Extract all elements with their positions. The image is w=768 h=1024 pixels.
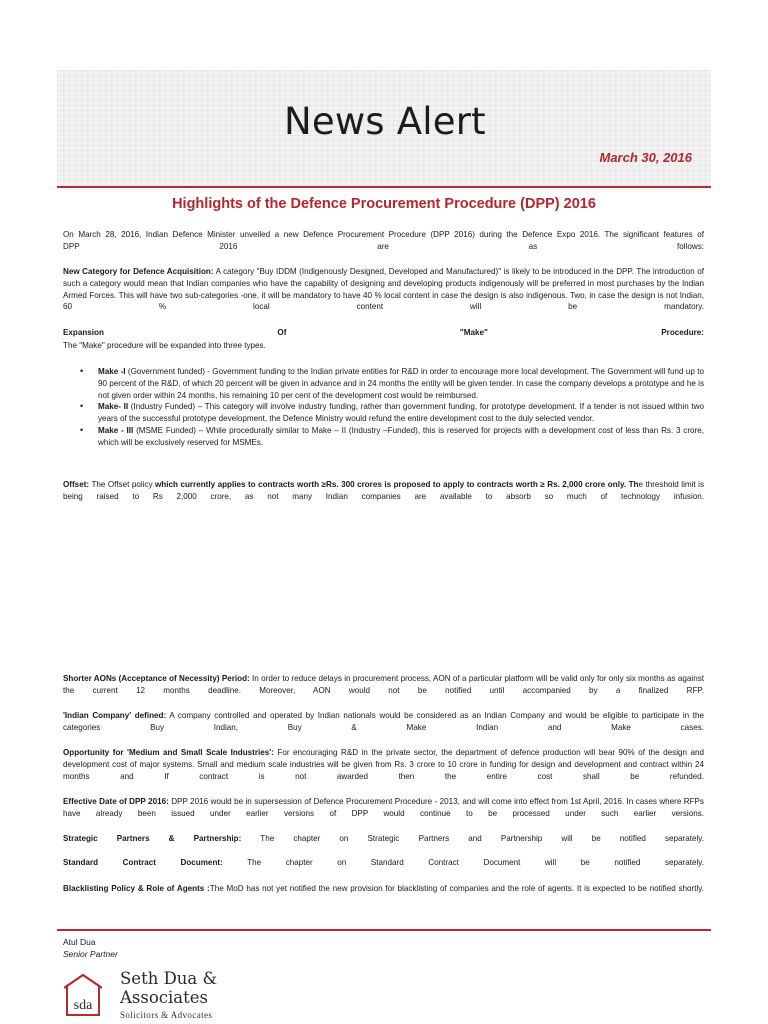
section-body: e threshold limit is being raised to Rs 2,000 crore, as not many Indian companies are available to absorb so much of technology infusion. xyxy=(63,480,704,501)
intro-word: as xyxy=(528,242,538,251)
section-body: The chapter on Standard Contract Document will be notified separately. xyxy=(222,858,704,867)
section-body: The chapter on Strategic Partners and Partnership will be notified separately. xyxy=(241,834,704,843)
list-item-text: (Industry Funded) – This category will involve industry funding, rather than government funding, for prototype development. If a tender is not issued within two years of the successful prototype development, the Defence Ministry would refund the entire development cost to the duly selected vendor. xyxy=(98,402,704,424)
firm-name-line: Associates xyxy=(120,988,209,1007)
section-effective-date xyxy=(63,796,704,820)
intro-line-1: On March 28, 2016, Indian Defence Minister unveiled a new Defence Procurement Procedure (DPP 2016) during the Defence Expo 2016. The significant features of xyxy=(63,230,704,239)
firm-tagline: Solicitors & Advocates xyxy=(120,1010,213,1020)
intro-word: 2016 xyxy=(219,242,238,251)
firm-logo-text: sda xyxy=(73,998,93,1013)
list-item-label: Make -I xyxy=(98,367,126,376)
section-standard-contract xyxy=(63,857,704,869)
make-subtext: The "Make" procedure will be expanded into three types. xyxy=(63,341,266,350)
firm-logo-icon xyxy=(64,974,102,1018)
section-strategic-partners xyxy=(63,833,704,845)
section-heading: Blacklisting Policy & Role of Agents : xyxy=(63,884,210,893)
firm-name xyxy=(120,969,217,1007)
section-heading: 'Indian Company' defined: xyxy=(63,711,167,720)
news-alert-header xyxy=(57,70,711,186)
make-heading-word: Procedure: xyxy=(661,328,704,337)
section-blacklisting xyxy=(63,883,704,895)
section-indian-company xyxy=(63,710,704,734)
header-divider xyxy=(57,186,711,188)
section-heading: Effective Date of DPP 2016: xyxy=(63,797,169,806)
section-heading: Opportunity for 'Medium and Small Scale Industries': xyxy=(63,748,274,757)
section-new-category xyxy=(63,266,704,313)
intro-word: follows: xyxy=(677,242,704,251)
section-body: In order to reduce delays in procurement process, AON of a particular platform will be valid only for only six months as against the current 12 months deadline. Moreover, AON would not be notified until accompanied by a finalized RFP. xyxy=(63,674,705,695)
section-body: DPP 2016 would be in supersession of Defence Procurement Procedure - 2013, and will come into effect from 1st April, 2016. In cases where RFPs have already been issued under earlier versions of DPP would continue to be processed under such earlier versions. xyxy=(63,797,704,818)
section-body: The Offset policy xyxy=(89,480,156,489)
section-body: The MoD has not yet notified the new provision for blacklisting of companies and the role of agents. It is expected to be notified shortly. xyxy=(209,884,704,893)
section-heading: Standard Contract Document: xyxy=(63,858,223,867)
list-item-text: (Government funded) - Government funding to the Indian private entities for R&D in order to encourage more local development. The Government will fund up to 90 percent of the R&D, of which 20 percent will be given in advance and in 24 months the entity will be given tender. In case the company develops a prototype and he is not given order within 24 months, his remaining 10 per cent of the development cost would be reimbursed. xyxy=(98,367,704,400)
make-heading-word: "Make" xyxy=(459,328,488,337)
list-item-text: (MSME Funded) – While procedurally similar to Make – II (Industry –Funded), this is reserved for projects with a development cost of less than Rs. 3 crore, which will be exclusively reserved for MSMEs. xyxy=(98,425,704,447)
footer-divider xyxy=(57,929,711,931)
section-shorter-aon xyxy=(63,673,704,697)
section-heading: Strategic Partners & Partnership: xyxy=(63,834,242,843)
section-heading: Offset: xyxy=(63,480,90,489)
section-heading: Shorter AONs (Acceptance of Necessity) Period: xyxy=(63,674,250,683)
section-offset xyxy=(63,479,704,503)
section-body: A category "Buy IDDM (Indigenously Designed, Developed and Manufactured)" is likely to be introduced in the DPP. The introduction of such a category would mean that Indian companies who have the capability of designing and developing products indigenously will be preferred in most purchases by the Indian Armed Forces. This will have two sub-categories -one, it will be mandatory to have 40 % local content in case the design is also indigenous. Two, in case the design is not Indian, 60 % local content will be mandatory. xyxy=(63,267,704,312)
section-body: For encouraging R&D in the private sector, the department of defence production will bear 90% of the design and development cost of major systems. Small and medium scale industries will be given from Rs. 3 crore to 10 crore in funding for design and development and contract within 24 months and If contract is not awarded then the entire cost shall be refunded. xyxy=(63,748,704,781)
make-heading xyxy=(63,327,704,339)
intro-word: are xyxy=(377,242,389,251)
signatory-role: Senior Partner xyxy=(63,949,118,959)
intro-line-2 xyxy=(63,241,704,253)
signatory-name: Atul Dua xyxy=(63,937,96,947)
intro-word: DPP xyxy=(63,242,80,251)
list-item xyxy=(80,366,704,401)
section-body: A company controlled and operated by Indian nationals would be considered as an Indian Company and would be eligible to participate in the categories Buy Indian, Buy & Make Indian and Make cases. xyxy=(63,711,704,732)
document-title: Highlights of the Defence Procurement Procedure (DPP) 2016 xyxy=(172,196,596,212)
alert-date: March 30, 2016 xyxy=(599,150,692,165)
make-heading-word: Of xyxy=(277,328,287,337)
news-alert-title: News Alert xyxy=(284,100,486,143)
list-item-label: Make - III xyxy=(98,425,134,435)
list-item xyxy=(80,401,704,425)
offset-bold-text: which currently applies to contracts worth ≥Rs. 300 crores is proposed to apply to contracts worth ≥ Rs. 2,000 crore only. Th xyxy=(155,480,639,489)
list-item xyxy=(80,425,704,449)
section-heading: New Category for Defence Acquisition: xyxy=(63,267,214,276)
make-heading-word: Expansion xyxy=(63,328,104,337)
firm-name-line: Seth Dua & xyxy=(120,969,218,988)
make-types-list xyxy=(80,366,704,449)
list-item-label: Make- II xyxy=(98,402,129,412)
section-msme xyxy=(63,747,704,782)
